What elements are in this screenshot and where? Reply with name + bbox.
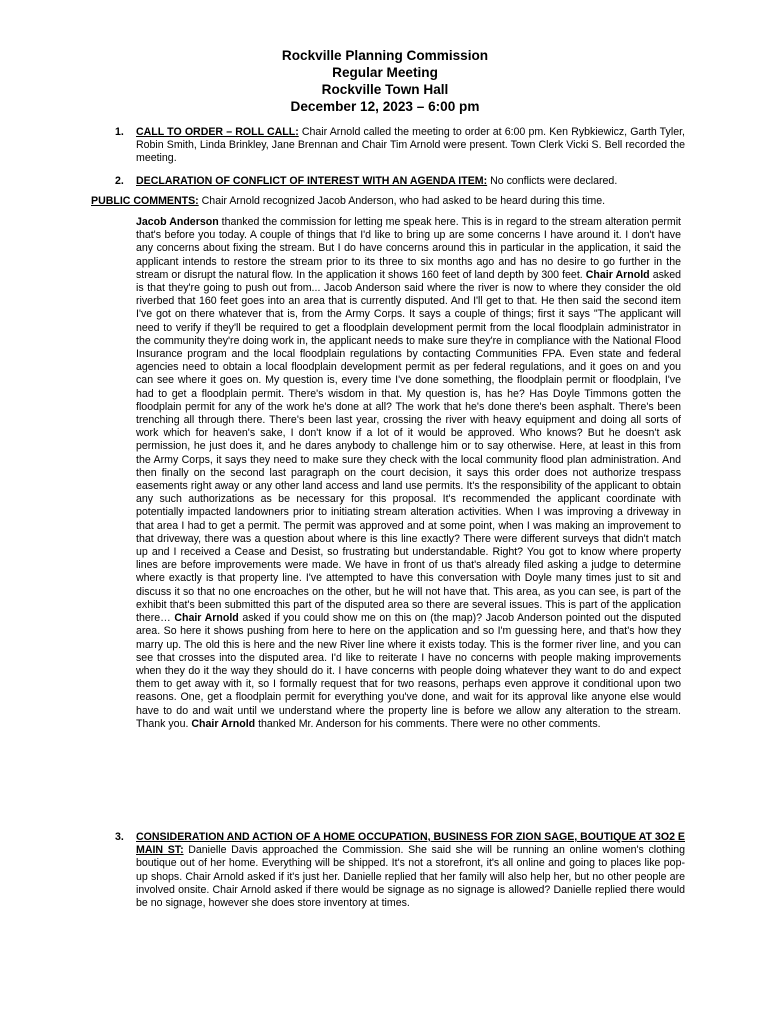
agenda-item-3 <box>115 831 685 910</box>
speaker-name: Jacob Anderson <box>136 216 219 228</box>
item-text: No conflicts were declared. <box>487 175 618 187</box>
speaker-name: Chair Arnold <box>585 268 650 281</box>
item-heading: DECLARATION OF CONFLICT OF INTEREST WITH AN AGENDA ITEM: <box>136 175 488 187</box>
public-comment-transcript <box>136 216 681 731</box>
meeting-header <box>0 47 770 115</box>
item-content <box>136 126 685 166</box>
public-comments-text: Chair Arnold recognized Jacob Anderson, who had asked to be heard during this time. <box>198 195 606 207</box>
item-heading: CALL TO ORDER – ROLL CALL: <box>136 126 299 138</box>
item-number: 2. <box>115 175 124 187</box>
meeting-location: Rockville Town Hall <box>321 82 449 97</box>
transcript-text: thanked Mr. Anderson for his comments. There were no other comments. <box>255 717 601 730</box>
public-comments <box>91 195 691 208</box>
item-number: 1. <box>115 126 124 138</box>
transcript-text: asked is that they're going to push out from... Jacob Anderson said where the river is now to where they consider the old riverbed that 160 feet goes into an area that is currently disputed. And I'll get to that. He then said the second item I've got on there whatever that is, from the Army Corps. It says a couple of things; first it says "The applicant will need to verify if they'll be required to get a floodplain development permit from the local floodplain administrator in the community they're doing work in, the applicant needs to make sure they're in compliance with the National Flood Insurance program and the local floodplain regulations by contacting Communities FPA. Even state and federal agencies need to obtain a local floodplain development permit as per federal regulations, and it goes on and you can see where it goes on. My question is, every time I've done something, the floodplain permit or floodplain, I've had to get a floodplain permit. There's wisdom in that. My question is, has he? Has Doyle Timmons gotten the floodplain permit for any of the work he's done at all? The work that he's done there's been asphalt. There's been trenching all through there. There's been last year, crossing the river with heavy equipment and doing all sorts of work which for heaven's sake, I don't know if a lot of it would be approved. Who knows? But he doesn't ask permission, he just does it, and he dares anybody to challenge him or to say otherwise. Here, at least in this from the Army Corps, it says they need to make sure they check with the local community flood plan administration. And then finally on the second last paragraph on the court decision, it says this order does not authorize trespass easements right away or any other land access and land use permits. It's the responsibility of the applicant to obtain any such authorizations as be necessary for this proposal. It's recommended the applicant coordinate with potentially impacted landowners prior to initiating stream alteration activities. When I was improving a driveway in that area I had to get a permit. The permit was approved and at some point, when I was making an improvement to that driveway, there was a question about where is this line exactly? There were different surveys that didn't match up and I received a Cease and Desist, so frustrating but understandable. Right? You got to know where property lines are before improvements were made. We have in front of us that's already filed asking a judge to determine where exactly is that property line. I've attempted to have this conversation with Doyle many times just to sit and discuss it so that no one encroaches on the other, but he will not have that. This area, as you can see, is part of the exhibit that's been submitted this part of the disputed area so there are several issues. This is part of the application there… <box>136 268 681 625</box>
item-text: Danielle Davis approached the Commission. She said she will be running an online women's clothing boutique out of her home. Everything will be shipped. It's not a storefront, it's all online and going to places like pop-up shops. Chair Arnold asked if it's just her. Danielle replied that her family will also help her, but no other people are involved onsite. Chair Arnold asked if there would be signage as no signage is allowed? Danielle replied there would be no signage, however she does store inventory at times. <box>136 844 685 910</box>
item-number: 3. <box>115 831 124 843</box>
commission-name: Rockville Planning Commission <box>281 48 489 63</box>
speaker-name: Chair Arnold <box>191 717 256 730</box>
agenda-item-2 <box>115 175 685 188</box>
item-content <box>136 175 685 188</box>
meeting-type: Regular Meeting <box>332 65 438 80</box>
item-text: Chair Arnold called the meeting to order at 6:00 pm. Ken Rybkiewicz, Garth Tyler, Robin Smith, Linda Brinkley, Jane Brennan and Chair Tim Arnold were present. Town Clerk Vicki S. Bell recorded the meeting. <box>136 126 685 165</box>
agenda-item-1 <box>115 126 685 166</box>
speaker-name: Chair Arnold <box>174 612 239 625</box>
item-content <box>136 831 685 910</box>
meeting-date: December 12, 2023 – 6:00 pm <box>290 99 480 114</box>
transcript-text: asked if you could show me on this on (the map)? Jacob Anderson pointed out the disputed area. So here it shows pushing from here to here on the application and so I'm guessing here, and that's how they marry up. The old this is here and the new River line where it exists today. This is the former river line, and you can see that crosses into the disputed area. I'd like to reiterate I have no concerns with people making improvements when they do it the way they should do it. I have concerns with people doing whatever they want to do and expect them to get away with it, so I formally request that for two reasons, perhaps even approve it conditional upon two reasons. One, get a floodplain permit for everything you've done, and wait for its approval like anyone else would have to do and wait until we understand where the property line is before we allow any alteration to the stream. Thank you. <box>136 612 681 730</box>
transcript-text: thanked the commission for letting me speak here. This is in regard to the stream alteration permit that's before you today. A couple of things that I'd like to bring up are some concerns I have around it. I don't have any concerns about fixing the stream. But I do have concerns around this in particular in the application, it said the applicant intends to restore the stream prior to its three to six months ago and has no desire to go further in the stream or disrupt the natural flow. In the application it shows 160 feet of land depth by 300 feet. <box>136 216 681 281</box>
public-comments-heading: PUBLIC COMMENTS: <box>91 195 199 207</box>
item-heading: CONSIDERATION AND ACTION OF A HOME OCCUPATION, BUSINESS FOR ZION SAGE, BOUTIQUE AT 3O2 E MAIN ST: <box>136 831 685 857</box>
